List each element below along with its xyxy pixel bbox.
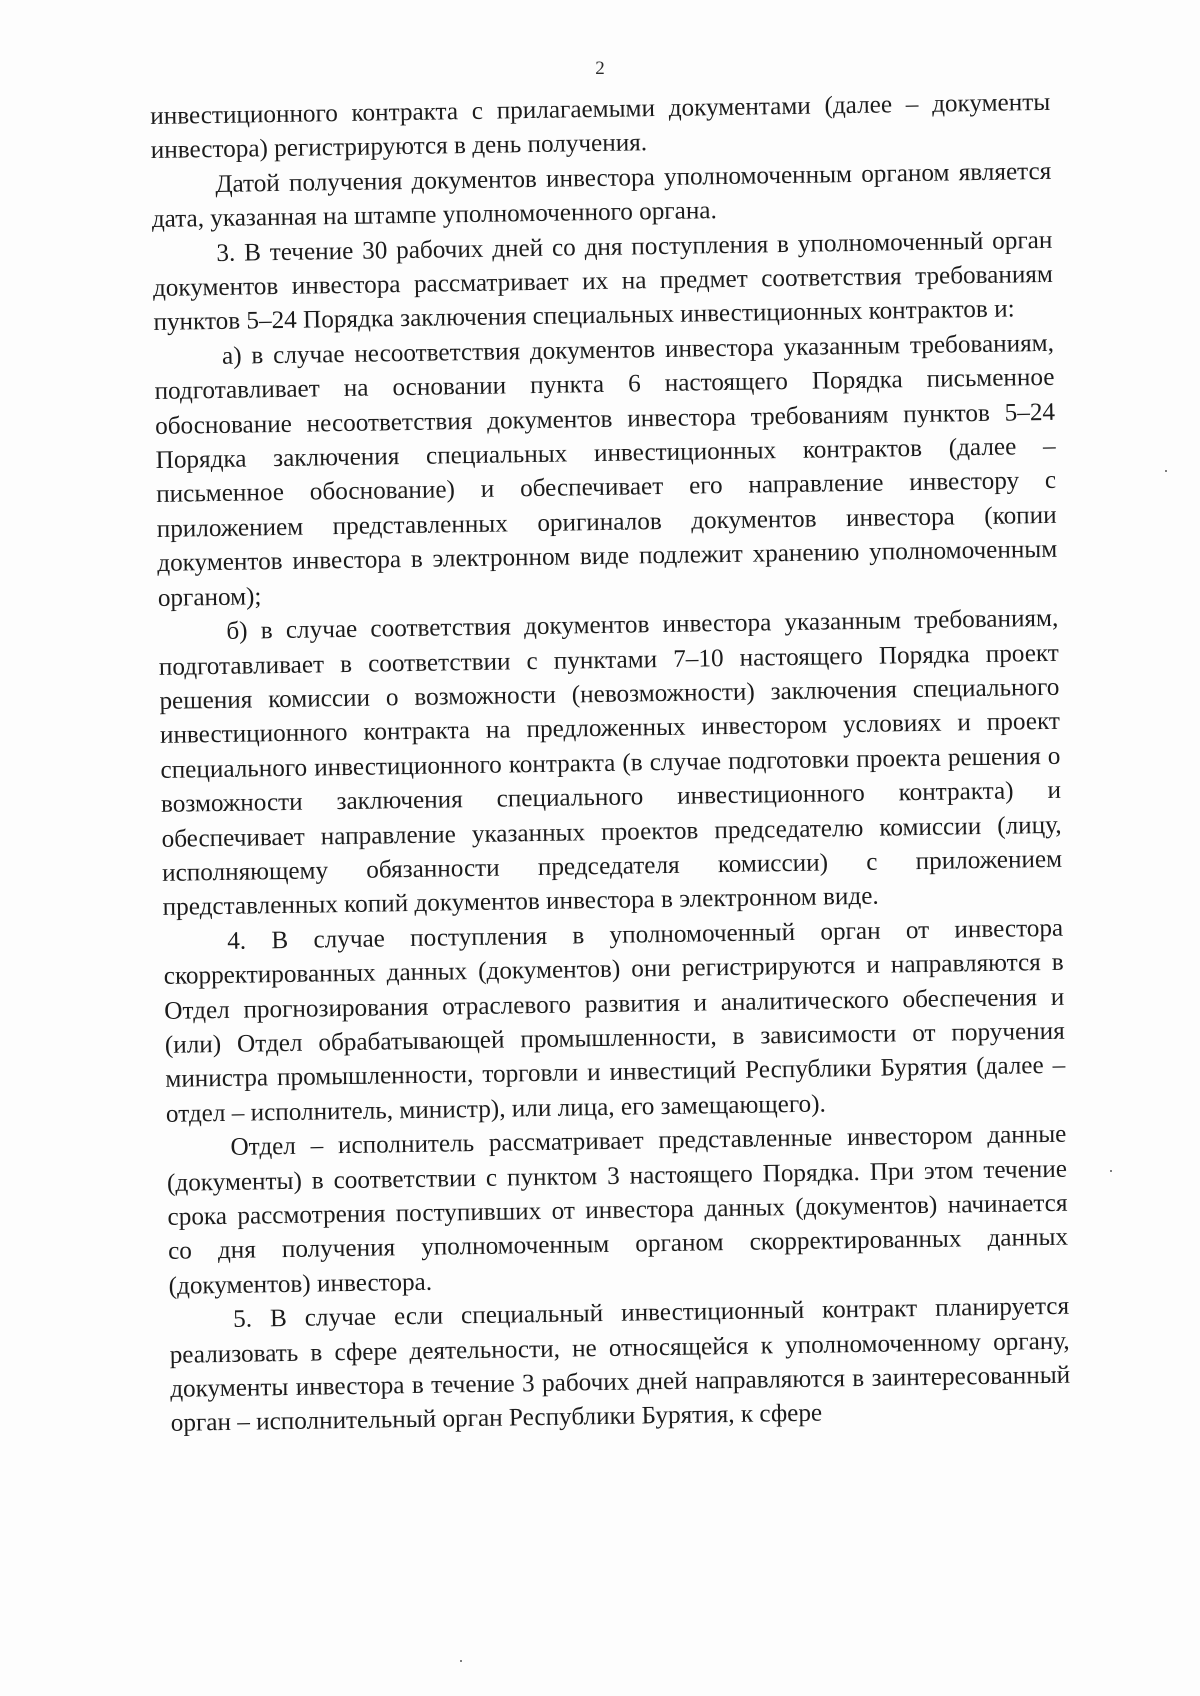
page-number: 2 xyxy=(595,58,605,79)
scan-speck xyxy=(460,1660,462,1662)
scan-speck xyxy=(1165,470,1167,472)
document-body xyxy=(150,86,1071,1442)
paragraph-continuation: инвестиционного контракта с прилагаемыми документами (далее – документы инвестора) регистрируются в день получения. xyxy=(150,88,1051,165)
paragraph-subitem-a: а) в случае несоответствия документов инвестора указанным требованиям, подготавливает на основании пункта 6 настоящего Порядка письменное обоснование несоответствия документов инвестора требованиям пунктов 5–24 Порядка заключения специальных инвестиционных контрактов (далее – письменное обоснование) и обеспечивает его направление инвестору с приложением представленных оригиналов документов инвестора (копии документов инвестора в электронном виде подлежит хранению уполномоченным органом); xyxy=(154,329,1058,612)
paragraph-item-5: 5. В случае если специальный инвестиционный контракт планируется реализовать в сфере деятельности, не относящейся к уполномоченному органу, документы инвестора в течение 3 рабочих дней направляются в заинтересованный орган – исполнительный орган Республики Бурятия, к сфере xyxy=(169,1292,1071,1438)
paragraph-receipt-date: Датой получения документов инвестора уполномоченным органом является дата, указанная на штампе уполномоченного органа. xyxy=(151,157,1052,234)
paragraph-item-3: 3. В течение 30 рабочих дней со дня поступления в уполномоченный орган документов инвестора рассматривает их на предмет соответствия требованиям пунктов 5–24 Порядка заключения специальных инвестиционных контрактов и: xyxy=(152,226,1054,337)
paragraph-department-review: Отдел – исполнитель рассматривает представленные инвестором данные (документы) в соответствии с пунктом 3 настоящего Порядка. При этом течение срока рассмотрения поступивших от инвестора данных (документов) начинается со дня получения уполномоченным органом скорректированных данных (документов) инвестора. xyxy=(166,1120,1069,1300)
scan-speck xyxy=(1110,1170,1112,1172)
paragraph-item-4: 4. В случае поступления в уполномоченный орган от инвестора скорректированных данных (документов) они регистрируются и направляются в Отдел прогнозирования отраслевого развития и аналитического обеспечения и (или) Отдел обрабатывающей промышленности, в зависимости от поручения министра промышленности, торговли и инвестиций Республики Бурятия (далее – отдел – исполнитель, министр), или лица, его замещающего). xyxy=(163,914,1066,1128)
paragraph-subitem-b: б) в случае соответствия документов инвестора указанным требованиям, подготавливает в соответствии с пунктами 7–10 настоящего Порядка проект решения комиссии о возможности (невозможности) заключения специального инвестиционного контракта на предложенных инвестором условиях и проект специального инвестиционного контракта (в случае подготовки проекта решения о возможности заключения специального инвестиционного контракта) и обеспечивает направление указанных проектов председателю комиссии (лицу, исполняющему обязанности председателя комиссии) с приложением представленных копий документов инвестора в электронном виде. xyxy=(158,604,1063,922)
